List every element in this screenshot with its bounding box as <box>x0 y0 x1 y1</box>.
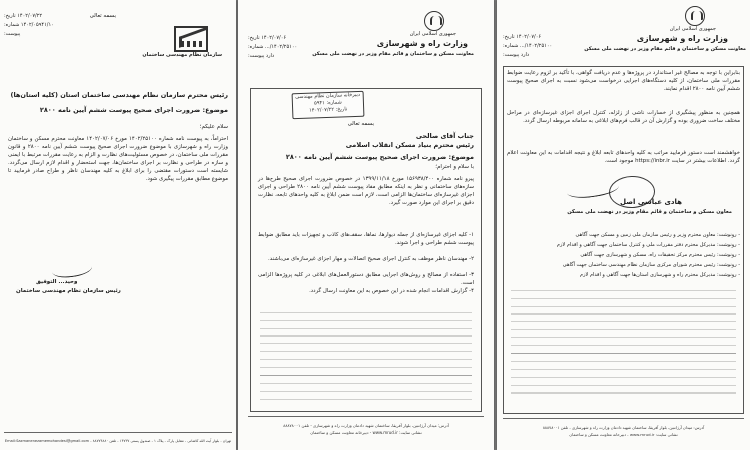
right-date-value: ۱۴۰۲/۰۷/۰۶ <box>516 34 542 40</box>
left-footer-rule <box>4 432 232 433</box>
stamp-line: شماره: ۵۹۴۱ <box>313 99 342 107</box>
middle-paragraph: ۴- گزارش اقدامات انجام شده در این خصوص به این معاونت ارسال گردد. <box>309 288 474 294</box>
right-number-label: شماره: <box>503 43 519 49</box>
middle-footer-rule <box>248 416 484 417</box>
middle-addressee-title: رئیس محترم بنیاد مسکن انقلاب اسلامی <box>345 141 474 149</box>
left-letter-page <box>0 0 236 450</box>
right-footer-line: آدرس: میدان آرژانتین، بلوار آفریقا، ساختمان شهید دادمان وزارت راه و شهرسازی - تلفن ۸۸۸۷۸۰۰۱ <box>542 424 705 430</box>
right-number-value: ۱۴۰۲/۲۵۱۰۰/... <box>519 43 553 49</box>
stamp-line: تاریخ: ۱۴۰۲/۰۷/۲۲ <box>309 106 348 114</box>
right-cc-item: - رونوشت: مدیرکل محترم دفتر مقررات ملی و کنترل ساختمان جهت آگاهی و اقدام لازم <box>556 242 740 248</box>
left-body-text: احتراماً، به پیوست نامه شماره ۱۴۰۲/۲۵۱۰۰ مورخ ۱۴۰۲/۰۷/۰۶ معاونت محترم مسکن و ساختمان وزارت راه و شهرسازی با موضوع ضرورت اجرای صحیح پیوست ششم آیین نامه ۲۸۰۰ و قانون مقررات ملی ساختمان، در خصوص مسئولیت‌های نظارت و الزام به رعایت مقررات مرتبط با ایمنی و سازه در طراحی و نظارت بر اجرای ساختمان‌ها، جهت استحضار و اقدام لازم ارسال می‌گردد. شایسته است دستورات مقتضی را برای ابلاغ به کلیه مهندسان ناظر و طراح صادر فرمایید تا موضوع مطابق مقررات پیگیری شود. <box>8 136 228 182</box>
right-paragraph: بنابراین با توجه به مصالح غیر استاندارد در پروژه‌ها و عدم دریافت گواهی، با تأکید بر لزوم رعایت ضوابط مقررات ملی ساختمان، از کلیه دستگاه‌های اجرایی درخواست می‌شود نسبت به اجرای صحیح پیوست ششم آیین نامه ۲۸۰۰ اقدام نمایند. <box>507 70 740 92</box>
middle-date-value: ۱۴۰۲/۰۷/۰۶ <box>261 35 287 41</box>
middle-greeting: با سلام و احترام؛ <box>435 164 474 170</box>
right-sign-title: معاون مسکن و ساختمان و قائم مقام وزیر در نهضت ملی مسکن <box>567 209 732 215</box>
middle-footer-line: نشانی سایت: www.mrud.ir - دبیرخانه معاونت مسکن و ساختمان <box>310 430 422 435</box>
middle-letter-page <box>238 0 494 450</box>
left-attachment-label: پیوست: <box>4 31 21 37</box>
left-basmala: بسمه تعالی <box>89 13 116 19</box>
left-signature <box>51 259 93 279</box>
middle-addressee: جناب آقای صالحی <box>415 132 474 140</box>
middle-paragraph: پیرو نامه شماره ۱۵۶۹۳۸/۴۰۰ مورخ ۱۳۹۹/۱۱/۱۸ در خصوص ضرورت اجرای صحیح طرح‌ها در سازه‌های ساختمانی و نظر به اینکه مطابق مفاد پیوست ششم آیین نامه ۲۸۰۰ طراحی و اجرای اجزای غیرسازه‌ای ساختمان‌ها الزامی است، لازم است ضمن ابلاغ به کلیه واحدهای تابعه، نظارت دقیق بر اجرای این موارد صورت گیرد. <box>258 176 475 206</box>
right-sign-name: هادی عباسی اصل <box>619 198 682 206</box>
stamp-line: دبیرخانه سازمان نظام مهندسی <box>295 91 361 101</box>
middle-republic: جمهوری اسلامی ایران <box>409 31 456 37</box>
right-continued-cc-lines <box>511 284 736 394</box>
middle-number-label: شماره: <box>248 44 264 50</box>
left-footer: تهران - بلوار آیت الله کاشانی - مقابل پارک - پلاک ۱ - صندوق پستی ۱۴۷۳۷ - تلفن ۸۸۷۷۴۸۸۰ - Email:Sazmanenezamemohandesi@gmail.com <box>4 438 232 443</box>
left-greeting: سلام علیکم؛ <box>199 124 228 130</box>
middle-received-stamp <box>292 91 365 119</box>
left-number-label: شماره: <box>4 22 20 28</box>
middle-paragraph: ۲- مهندسان ناظر موظف به کنترل اجرای صحیح اتصالات و مهار اجزای غیرسازه‌ای می‌باشند. <box>268 256 474 262</box>
engineering-org-logo-icon <box>174 26 208 52</box>
right-cc-item: - رونوشت: رئیس محترم مرکز تحقیقات راه، مسکن و شهرسازی جهت آگاهی <box>580 252 740 258</box>
right-footer-rule <box>503 418 744 419</box>
middle-basmala: بسمه تعالی <box>347 121 374 127</box>
left-sign-title: رئیس سازمان نظام مهندسی ساختمان <box>16 288 121 294</box>
left-date-value: ۱۴۰۲/۰۷/۲۲ <box>17 13 43 19</box>
left-subject: موضوع: ضرورت اجرای صحیح پیوست ششم آیین نامه ۲۸۰۰ <box>39 106 228 114</box>
right-cc-item: - رونوشت: مدیرکل محترم راه و شهرسازی استان‌ها جهت آگاهی و اقدام لازم <box>580 272 740 278</box>
left-date-label: تاریخ: <box>4 13 16 19</box>
left-number-value: ۱۴۰۲/۰۵۹۴۱/۱۰ <box>20 22 54 28</box>
right-ministry: وزارت راه و شهرسازی <box>636 34 728 43</box>
middle-attachment-label: پیوست: <box>248 53 265 59</box>
middle-paragraph: ۳- استفاده از مصالح و روش‌های اجرایی مطابق دستورالعمل‌های ابلاغی در کلیه پروژه‌ها الزامی است. <box>258 272 474 286</box>
right-paragraph: همچنین به منظور پیشگیری از خسارات ناشی از زلزله، کنترل اجرای اجزای غیرسازه‌ای در مراحل مختلف ساخت ضروری بوده و گزارش آن در قالب فرم‌های ابلاغی به سامانه مربوطه ارسال گردد. <box>507 110 740 124</box>
right-cc-item: - رونوشت: معاون محترم وزیر و رئیس سازمان ملی زمین و مسکن جهت آگاهی <box>575 232 740 238</box>
right-cc-item: - رونوشت: رئیس محترم شورای مرکزی سازمان نظام مهندسی ساختمان جهت آگاهی <box>562 262 740 268</box>
left-sign-name: وحید... التوفیق <box>36 279 78 285</box>
middle-paragraph: ۱- کلیه اجزای غیرسازه‌ای از جمله دیوارها، نماها، سقف‌های کاذب و تجهیزات باید مطابق ضوابط پیوست ششم طراحی و اجرا شوند. <box>258 232 474 246</box>
middle-number-value: ۱۴۰۲/۲۵۱۰۰/... <box>264 44 298 50</box>
right-republic: جمهوری اسلامی ایران <box>669 26 716 32</box>
middle-date-label: تاریخ: <box>248 35 260 41</box>
middle-subject: موضوع: ضرورت اجرای صحیح پیوست ششم آیین نامه ۲۸۰۰ <box>285 153 474 161</box>
right-attachment-label: پیوست: <box>503 52 520 58</box>
iran-emblem-icon <box>685 6 705 26</box>
left-org-name: سازمان نظام مهندسی ساختمان <box>142 52 222 58</box>
left-recipient: رئیس محترم سازمان نظام مهندسی ساختمان استان (کلیه استان‌ها) <box>10 91 228 99</box>
right-paragraph: خواهشمند است دستور فرمایید مراتب به کلیه واحدهای تابعه ابلاغ و نتیجه اقدامات به این معاونت اعلام گردد. اطلاعات بیشتر در سایت https://inbr.ir موجود است. <box>507 150 740 164</box>
right-footer-line: نشانی سایت: www.mrud.ir - دبیرخانه معاونت مسکن و ساختمان <box>569 431 678 437</box>
right-date-label: تاریخ: <box>503 34 515 40</box>
right-attachment-value: دارد <box>520 52 530 58</box>
iran-emblem-icon <box>424 11 444 31</box>
middle-deputy: معاونت مسکن و ساختمان و قائم مقام وزیر در نهضت ملی مسکن <box>312 51 474 57</box>
middle-continued-text-lines <box>260 306 472 406</box>
right-letter-page <box>497 0 750 450</box>
middle-attachment-value: دارد <box>265 53 275 59</box>
middle-footer-line: آدرس: میدان آرژانتین، بلوار آفریقا، ساختمان شهید دادمان وزارت راه و شهرسازی - تلفن ۸۸۸۷۸۰۰۱ <box>283 423 449 428</box>
middle-ministry: وزارت راه و شهرسازی <box>376 39 468 48</box>
right-deputy: معاونت مسکن و ساختمان و قائم مقام وزیر در نهضت ملی مسکن <box>584 46 746 52</box>
